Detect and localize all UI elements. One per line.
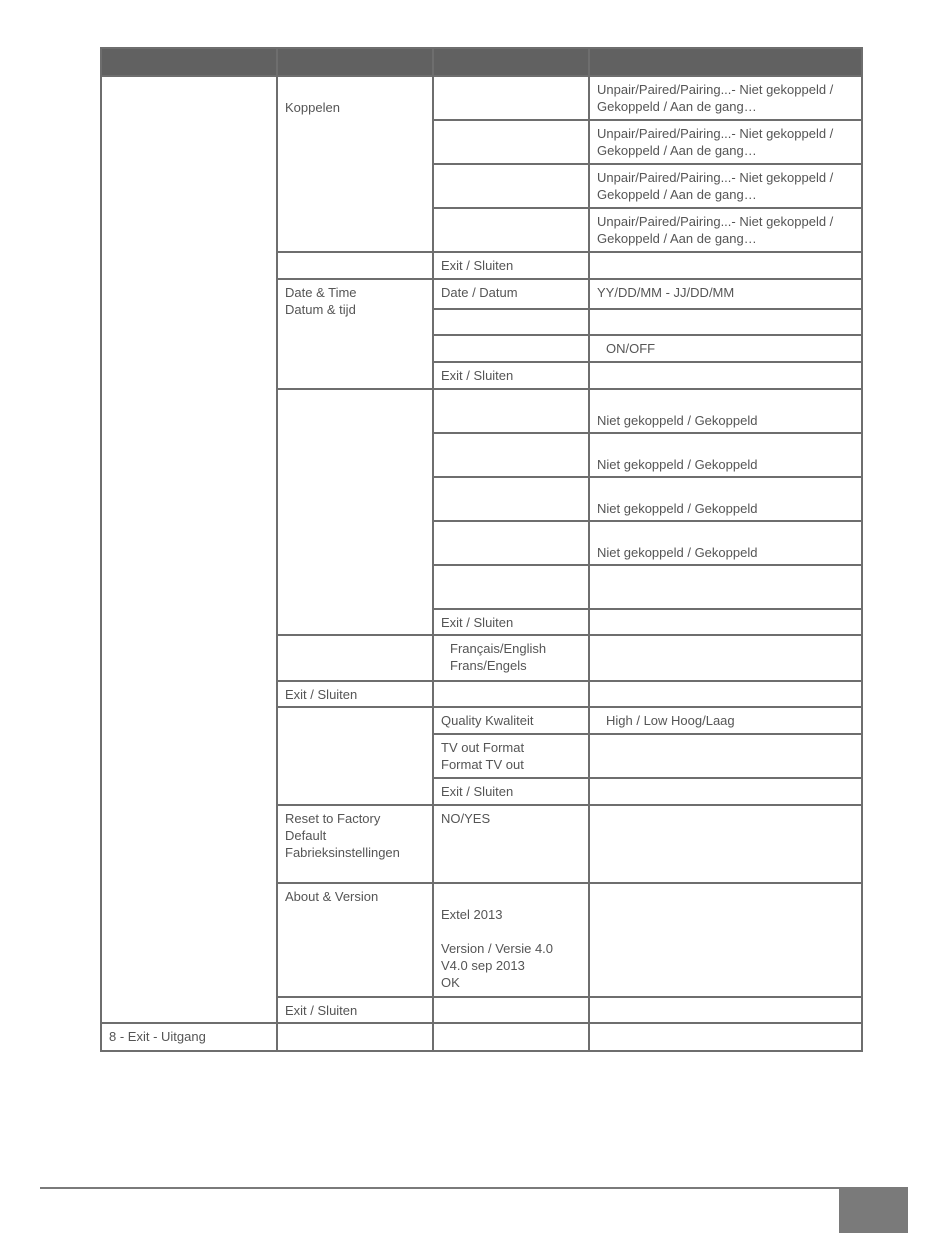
option-date: Date / Datum — [433, 279, 589, 309]
value-pair-status-1: Niet gekoppeld / Gekoppeld — [589, 389, 862, 433]
value-quality: High / Low Hoog/Laag — [589, 707, 862, 734]
option-exit: Exit / Sluiten — [433, 778, 589, 805]
option-cell — [433, 1023, 589, 1051]
option-cell — [433, 309, 589, 335]
value-cell — [589, 997, 862, 1023]
header-cell-submenu — [277, 48, 433, 76]
option-cell — [433, 208, 589, 252]
value-cell — [589, 681, 862, 707]
option-cell — [433, 120, 589, 164]
option-exit: Exit / Sluiten — [433, 609, 589, 635]
value-cell — [589, 609, 862, 635]
value-cell — [589, 565, 862, 609]
value-cell — [589, 805, 862, 883]
submenu-exit: Exit / Sluiten — [277, 997, 433, 1023]
value-pair-status-3: Niet gekoppeld / Gekoppeld — [589, 477, 862, 521]
value-pairing-1: Unpair/Paired/Pairing...- Niet gekoppeld / Gekoppeld / Aan de gang… — [589, 76, 862, 120]
table-row — [101, 76, 862, 120]
option-cell — [433, 76, 589, 120]
value-cell — [589, 252, 862, 279]
table-header-row — [101, 48, 862, 76]
option-cell — [433, 997, 589, 1023]
submenu-cell — [277, 707, 433, 805]
submenu-cell — [277, 635, 433, 681]
option-cell — [433, 565, 589, 609]
value-cell — [589, 883, 862, 997]
option-cell — [433, 164, 589, 208]
value-pairing-2: Unpair/Paired/Pairing...- Niet gekoppeld / Gekoppeld / Aan de gang… — [589, 120, 862, 164]
option-exit: Exit / Sluiten — [433, 252, 589, 279]
value-pairing-4: Unpair/Paired/Pairing...- Niet gekoppeld / Gekoppeld / Aan de gang… — [589, 208, 862, 252]
submenu-cell — [277, 252, 433, 279]
settings-menu-table — [100, 47, 863, 1052]
value-pair-status-4: Niet gekoppeld / Gekoppeld — [589, 521, 862, 565]
option-tv-out-format: TV out Format Format TV out — [433, 734, 589, 778]
option-language: Français/English Frans/Engels — [433, 635, 589, 681]
option-cell — [433, 521, 589, 565]
submenu-cell — [277, 389, 433, 635]
option-cell — [433, 433, 589, 477]
value-cell — [589, 362, 862, 389]
value-cell — [589, 1023, 862, 1051]
value-cell — [589, 309, 862, 335]
value-cell — [589, 778, 862, 805]
value-pairing-3: Unpair/Paired/Pairing...- Niet gekoppeld / Gekoppeld / Aan de gang… — [589, 164, 862, 208]
table-row — [101, 1023, 862, 1051]
option-quality: Quality Kwaliteit — [433, 707, 589, 734]
option-cell — [433, 335, 589, 362]
page-number-box — [839, 1187, 908, 1233]
option-cell — [433, 477, 589, 521]
option-exit: Exit / Sluiten — [433, 362, 589, 389]
main-menu-cell — [101, 76, 277, 1023]
header-cell-option — [433, 48, 589, 76]
option-cell — [433, 389, 589, 433]
value-date-format: YY/DD/MM - JJ/DD/MM — [589, 279, 862, 309]
submenu-reset-factory: Reset to Factory Default Fabrieksinstellingen — [277, 805, 433, 883]
value-cell — [589, 734, 862, 778]
main-menu-exit: 8 - Exit - Uitgang — [101, 1023, 277, 1051]
header-cell-main — [101, 48, 277, 76]
value-cell — [589, 635, 862, 681]
header-cell-value — [589, 48, 862, 76]
value-pair-status-2: Niet gekoppeld / Gekoppeld — [589, 433, 862, 477]
submenu-about-version: About & Version — [277, 883, 433, 997]
option-version-info: Extel 2013 Version / Versie 4.0 V4.0 sep 2013 OK — [433, 883, 589, 997]
submenu-date-time: Date & Time Datum & tijd — [277, 279, 433, 389]
footer-rule — [40, 1187, 839, 1189]
submenu-koppelen: Koppelen — [277, 76, 433, 252]
value-on-off: ON/OFF — [589, 335, 862, 362]
option-no-yes: NO/YES — [433, 805, 589, 883]
submenu-exit: Exit / Sluiten — [277, 681, 433, 707]
option-cell — [433, 681, 589, 707]
submenu-cell — [277, 1023, 433, 1051]
